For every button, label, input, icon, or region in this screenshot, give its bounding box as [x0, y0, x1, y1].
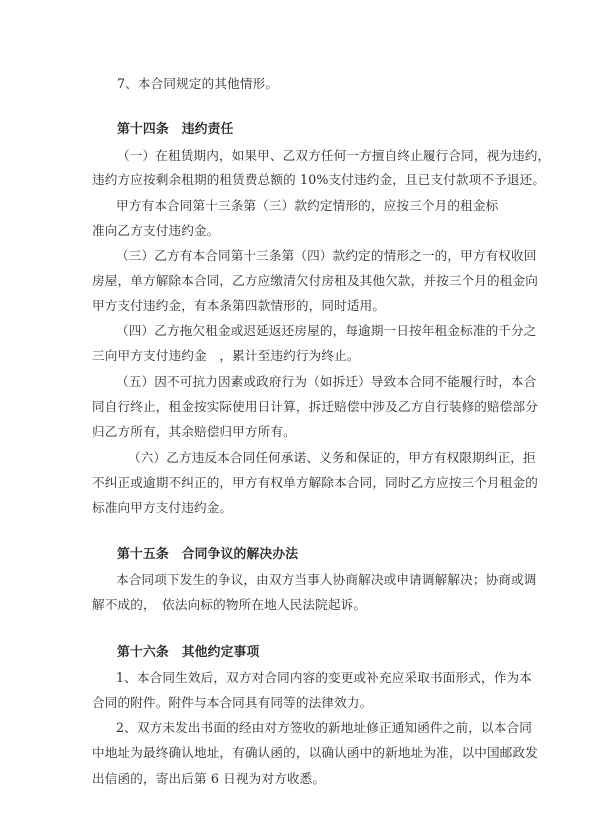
article-14-line: （五）因不可抗力因素或政府行为（如拆迁）导致本合同不能履行时，本合 — [116, 374, 537, 389]
article-15-line: 解不成的， 依法向标的物所在地人民法院起诉。 — [92, 597, 367, 612]
article-16-line: 中地址为最终确认地址，有确认函的，以确认函中的新地址为准，以中国邮政发 — [92, 745, 539, 760]
article-16-line: 1、本合同生效后，双方对合同内容的变更或补充应采取书面形式，作为本 — [116, 670, 532, 685]
article-14-line: 归乙方所有，其余赔偿归甲方所有。 — [92, 424, 296, 439]
article-16-line: 合同的附件。附件与本合同具有同等的法律效力。 — [92, 695, 373, 710]
article-14-line: （六）乙方违反本合同任何承诺、义务和保证的，甲方有权限期纠正，拒 — [128, 450, 536, 465]
article-16-heading: 第十六条 其他约定事项 — [117, 645, 260, 660]
article-15-heading: 第十五条 合同争议的解决办法 — [117, 547, 299, 562]
article-16-line: 出信函的，寄出后第 6 日视为对方收悉。 — [92, 771, 326, 786]
article-14-line: 甲方支付违约金，有本条第四款情形的，同时适用。 — [92, 298, 386, 313]
article-14-line: 不纠正或逾期不纠正的，甲方有权单方解除本合同，同时乙方应按三个月租金的 — [92, 475, 539, 490]
article-14-line: 同自行终止，租金按实际使用日计算，拆迁赔偿中涉及乙方自行装修的赔偿部分 — [92, 399, 539, 414]
article-14-line: 甲方有本合同第十三条第（三）款约定情形的，应按三个月的租金标 — [116, 198, 499, 213]
article-15-line: 本合同项下发生的争议，由双方当事人协商解决或申请调解解决；协商或调 — [116, 572, 537, 587]
article-14-heading: 第十四条 违约责任 — [117, 122, 234, 137]
article-14-line: 准向乙方支付违约金。 — [92, 223, 220, 238]
article-14-line: 标准向甲方支付违约金。 — [92, 500, 233, 515]
article-14-line: 房屋，单方解除本合同，乙方应缴清欠付房租及其他欠款，并按三个月的租金向 — [92, 273, 539, 288]
article-14-line: （四）乙方拖欠租金或迟延返还房屋的，每逾期一日按年租金标准的千分之 — [116, 323, 537, 338]
item-7-text: 7、本合同规定的其他情形。 — [117, 76, 279, 91]
article-14-line: 违约方应按剩余租期的租赁费总额的 10%支付违约金，且已支付款项不予退还。 — [92, 172, 546, 187]
article-14-line: （三）乙方有本合同第十三条第（四）款约定的情形之一的，甲方有权收回 — [116, 248, 537, 263]
article-14-line: （一）在租赁期内，如果甲、乙双方任何一方擅自终止履行合同，视为违约， — [117, 148, 551, 163]
article-16-line: 2、双方未发出书面的经由对方签收的新地址修正通知函件之前，以本合同 — [116, 720, 532, 735]
article-14-line: 三向甲方支付违约金 ，累计至违约行为终止。 — [92, 348, 360, 363]
